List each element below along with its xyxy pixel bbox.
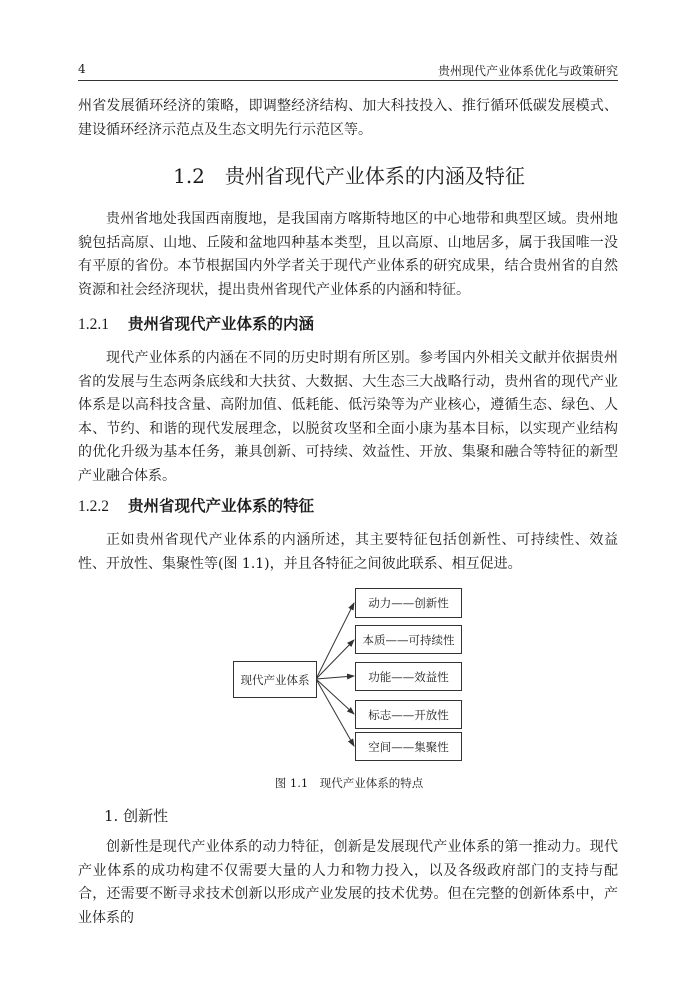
intro-paragraph: 州省发展循环经济的策略，即调整经济结构、加大科技投入、推行循环低碳发展模式、建设循环经济示范点及生态文明先行示范区等。 (78, 98, 618, 138)
arrow-4 (316, 679, 354, 714)
subsection-heading: 1. 创新性 (104, 807, 169, 825)
section-number: 1.2.2 (78, 498, 109, 515)
section-title: 贵州省现代产业体系的内涵及特征 (224, 164, 525, 188)
arrow-1 (316, 603, 354, 679)
section-1-2-2-paragraph: 正如贵州省现代产业体系的内涵所述，其主要特征包括创新性、可持续性、效益性、开放性、集聚性等(图 1.1)，并且各特征之间彼此联系、相互促进。 (78, 532, 618, 572)
arrow-5 (316, 679, 354, 746)
diagram-item-box: 空间——集聚性 (355, 732, 462, 761)
section-title: 贵州省现代产业体系的内涵 (128, 315, 315, 333)
section-number: 1.2 (173, 164, 205, 188)
figure-caption: 图 1.1 现代产业体系的特点 (274, 776, 424, 790)
diagram-item-box: 动力——创新性 (355, 588, 462, 618)
arrow-3 (316, 676, 354, 679)
page-number: 4 (78, 62, 86, 76)
section-title: 贵州省现代产业体系的特征 (128, 497, 315, 515)
diagram-root-box: 现代产业体系 (233, 661, 317, 698)
diagram-item-box: 功能——效益性 (355, 662, 462, 691)
subsection-paragraph: 创新性是现代产业体系的动力特征，创新是发展现代产业体系的第一推动力。现代产业体系的成功构建不仅需要大量的人力和物力投入，以及各级政府部门的支持与配合，还需要不断寻求技术创新以形成产业发展的技术优势。但在完整的创新体系中，产业体系的 (78, 839, 618, 926)
arrow-2 (316, 640, 354, 679)
section-number: 1.2.1 (78, 316, 109, 333)
section-1-2-paragraph: 贵州省地处我国西南腹地，是我国南方喀斯特地区的中心地带和典型区域。贵州地貌包括高原、山地、丘陵和盆地四种基本类型，且以高原、山地居多，属于我国唯一没有平原的省份。本节根据国内外学者关于现代产业体系的研究成果，结合贵州省的自然资源和社会经济现状，提出贵州省现代产业体系的内涵和特征。 (78, 211, 618, 298)
diagram-item-box: 本质——可持续性 (355, 625, 462, 654)
book-title: 贵州现代产业体系优化与政策研究 (437, 64, 618, 78)
section-1-2-1-paragraph: 现代产业体系的内涵在不同的历史时期有所区别。参考国内外相关文献并依据贵州省的发展与生态两条底线和大扶贫、大数据、大生态三大战略行动，贵州省的现代产业体系是以高科技含量、高附加值、低耗能、低污染等为产业核心，遵循生态、绿色、人本、节约、和谐的现代发展理念，以脱贫攻坚和全面小康为基本目标，以实现产业结构的优化升级为基本任务，兼具创新、可持续、效益性、开放、集聚和融合等特征的新型产业融合体系。 (78, 350, 618, 484)
diagram-item-box: 标志——开放性 (355, 700, 462, 729)
